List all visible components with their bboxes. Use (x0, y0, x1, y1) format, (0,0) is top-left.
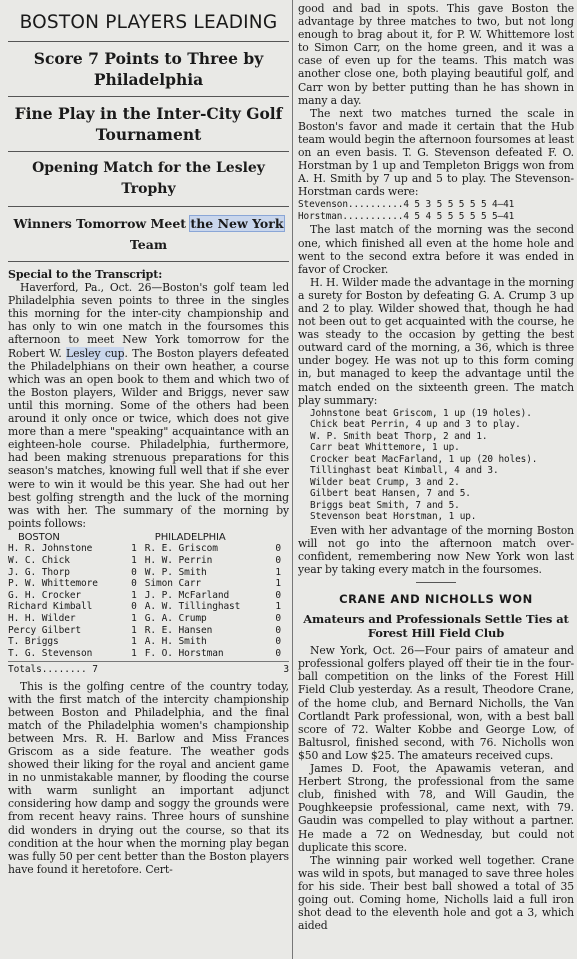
deck-winners-pre: Winners Tomorrow Meet (13, 216, 191, 231)
summary-row (8, 636, 289, 648)
summary-row (8, 625, 289, 637)
summary-boston-points: 1 (131, 624, 137, 636)
paragraph: good and bad in spots. This gave Boston the advantage by three matches to two, but not long enough to brag about it, for P. W. Whittemore lost to Simon Carr, on the home green, and it was a case of even up for the teams. This match was another close one, both playing beautiful golf, and Carr won by better putting than he has shown in many a day. (298, 2, 574, 107)
match-play-summary (310, 408, 574, 523)
summary-boston-points: 0 (131, 566, 137, 578)
lead-text-cont: . The Boston players defeated the Philadelphians on their own heather, a course which was an open book to them and which two of the Boston players, Wilder and Briggs, never saw until this morning. Some of the others had been around it only once or twice, which does not give more than a mere "speaking" acquaintance with an eighteen-hole course. Philadelphia, furthermore, had been making strenuous preparations for this season's matches, knowing full well that if she ever were to win it would be this year. She had out her best golfing strength and the luck of the morning was with her. The summary of the morning by points follows: (8, 346, 289, 530)
summary-philadelphia-points: 1 (275, 578, 281, 590)
summary-philadelphia-player: Simon Carr (144, 578, 201, 590)
summary-philadelphia-player: A. W. Tillinghast (144, 601, 241, 613)
kicker: Special to the Transcript: (8, 268, 163, 281)
left-column (8, 6, 289, 959)
paragraph: The winning pair worked well together. Crane was wild in spots, but managed to save three holes for his side. Their best ball showed a total of 35 going out. Coming home, Nicholls laid a full iron shot dead to the eleventh hole and got a 3, which aided (298, 853, 574, 933)
summary-philadelphia-player: A. H. Smith (144, 636, 207, 648)
match-result: Wilder beat Crump, 3 and 2. (310, 476, 460, 488)
story2-deck: Amateurs and Professionals Settle Ties at Forest Hill Field Club (303, 612, 569, 641)
match-result: Briggs beat Smith, 7 and 5. (310, 499, 460, 511)
match-result: Chick beat Perrin, 4 up and 3 to play. (310, 419, 521, 431)
deck-winners-post: Team (129, 237, 168, 252)
summary-row (8, 543, 289, 555)
card-horstman: Horstman...........4 5 4 5 5 5 5 5 5—41 (298, 210, 515, 222)
match-result: Johnstone beat Griscom, 1 up (19 holes). (310, 407, 532, 419)
summary-boston-player: Richard Kimball (8, 601, 93, 613)
match-result: Tillinghast beat Kimball, 4 and 3. (310, 465, 499, 477)
summary-philadelphia-points: 0 (275, 636, 281, 648)
summary-boston-player: G. H. Crocker (8, 589, 82, 601)
paragraph: James D. Foot, the Apawamis veteran, and Herbert Strong, the professional from the same club, finished with 78, and Will Gaudin, the Poughkeepsie professional, came next, with 79. Gaudin was compelled to play without a partner. He made a 72 on Wednesday, but could not duplicate this score. (298, 762, 574, 854)
paragraph: Even with her advantage of the morning Boston will not go into the afternoon match over-confident, remembering now New York won last year by taking every match in the foursomes. (298, 523, 574, 576)
deck-winners-tomorrow (10, 213, 287, 255)
philadelphia-header: PHILADELPHIA (154, 531, 226, 543)
summary-boston-points: 0 (131, 601, 137, 613)
summary-philadelphia-points: 0 (275, 647, 281, 659)
headline: BOSTON PLAYERS LEADING (19, 12, 278, 33)
summary-row (8, 555, 289, 567)
summary-philadelphia-points: 0 (275, 613, 281, 625)
points-summary-table (8, 532, 289, 660)
summary-boston-player: J. G. Thorp (8, 566, 70, 578)
summary-boston-points: 1 (131, 543, 137, 555)
match-result: Crocker beat MacFarland, 1 up (20 holes). (310, 453, 538, 465)
card-stevenson: Stevenson..........4 5 3 5 5 5 5 5 4—41 (298, 199, 515, 211)
summary-philadelphia-player: W. P. Smith (144, 566, 207, 578)
totals-row (8, 661, 289, 676)
summary-row (8, 590, 289, 602)
summary-boston-player: Percy Gilbert (8, 624, 82, 636)
divider (8, 41, 289, 42)
summary-boston-player: P. W. Whittemore (8, 578, 98, 590)
divider (8, 96, 289, 97)
summary-philadelphia-points: 1 (275, 601, 281, 613)
summary-boston-points: 1 (131, 613, 137, 625)
divider (8, 206, 289, 207)
divider (416, 582, 456, 583)
summary-philadelphia-points: 1 (275, 566, 281, 578)
article-body-left (8, 268, 289, 876)
match-result: Carr beat Whittemore, 1 up. (310, 442, 460, 454)
deck-opening-match: Opening Match for the Lesley Trophy (32, 160, 265, 197)
summary-row (8, 567, 289, 579)
summary-philadelphia-player: H. W. Perrin (144, 555, 213, 567)
summary-row (8, 648, 289, 660)
divider (8, 151, 289, 152)
summary-boston-points: 0 (131, 578, 137, 590)
divider (8, 261, 289, 262)
summary-philadelphia-points: 0 (275, 555, 281, 567)
summary-philadelphia-player: R. E. Hansen (144, 624, 213, 636)
paragraph: The next two matches turned the scale in Boston's favor and made it certain that the Hub team would begin the afternoon foursomes at least on an even basis. T. G. Stevenson defeated F. O. Horstman by 1 up and Templeton Briggs won from A. H. Smith by 7 up and 5 to play. The Stevenson-Horstman cards were: (298, 106, 574, 199)
match-result: Stevenson beat Horstman, 1 up. (310, 511, 477, 523)
highlighted-lesley-cup: Lesley cup (66, 346, 125, 360)
paragraph: The last match of the morning was the second one, which finished all even at the home hole and went to the second extra before it was ended in favor of Crocker. (298, 223, 574, 276)
summary-philadelphia-points: 0 (275, 589, 281, 601)
column-rule (292, 0, 293, 959)
summary-boston-player: T. Briggs (8, 636, 59, 648)
deck-score: Score 7 Points to Three by Philadelphia (33, 49, 264, 89)
summary-boston-points: 1 (131, 589, 137, 601)
match-result: Gilbert beat Hansen, 7 and 5. (310, 488, 471, 500)
highlighted-text: the New York (190, 216, 284, 231)
summary-boston-points: 1 (131, 636, 137, 648)
paragraph: H. H. Wilder made the advantage in the morning a surety for Boston by defeating G. A. Crump 3 up and 2 to play. Wilder showed that, though he had not been out to get acquainted with the course, he was steady to the occasion by getting the best outward card of the morning, a 36, which is three under bogey. He was not up to this form coming in, but managed to keep the advantage until the match ended on the sixteenth green. The match play summary: (298, 275, 574, 407)
deck-fine-play: Fine Play in the Inter-City Golf Tournament (14, 104, 283, 144)
paragraph: This is the golfing centre of the country today, with the first match of the intercity championship between Boston and Philadelphia, and the final match of the Philadelphia women's championship between Mrs. R. H. Barlow and Miss Frances Griscom as a side feature. The weather gods showed their liking for the royal and ancient game in no unmistakable manner, by flooding the course with warm sunlight an important adjunct considering how damp and soggy the grounds were from recent heavy rains. Three hours of sunshine did wonders in drying out the course, so that its condition at the hour when the morning play began was fully 50 per cent better than the Boston players have found it heretofore. Cert- (8, 679, 289, 876)
summary-boston-player: T. G. Stevenson (8, 647, 93, 659)
story2-headline: CRANE AND NICHOLLS WON (339, 592, 533, 607)
summary-header-row (8, 532, 289, 544)
summary-boston-player: W. C. Chick (8, 555, 70, 567)
summary-boston-points: 1 (131, 555, 137, 567)
boston-header: BOSTON (18, 531, 60, 543)
summary-philadelphia-points: 0 (275, 624, 281, 636)
summary-philadelphia-player: J. P. McFarland (144, 589, 230, 601)
summary-boston-points: 1 (131, 647, 137, 659)
totals-boston: Totals........ 7 (8, 664, 98, 676)
summary-row (8, 601, 289, 613)
summary-philadelphia-points: 0 (275, 543, 281, 555)
match-result: W. P. Smith beat Thorp, 2 and 1. (310, 430, 488, 442)
lead-paragraph (8, 281, 289, 530)
totals-label: Totals (8, 664, 42, 676)
summary-philadelphia-player: R. E. Griscom (144, 543, 218, 555)
scorecards (298, 199, 574, 222)
summary-boston-player: H. R. Johnstone (8, 543, 93, 555)
boston-total: 7 (92, 664, 98, 676)
lead-text: Haverford, Pa., Oct. 26—Boston's golf team led Philadelphia seven points to three in the singles this morning for the inter-city championship and has only to win one match in the foursomes this afternoon to meet New York tomorrow for the Robert W. (8, 281, 289, 360)
summary-row (8, 578, 289, 590)
summary-boston-player: H. H. Wilder (8, 613, 76, 625)
article-body-right (298, 2, 574, 932)
summary-row (8, 613, 289, 625)
summary-philadelphia-player: F. O. Horstman (144, 647, 224, 659)
summary-philadelphia-player: G. A. Crump (144, 613, 207, 625)
philadelphia-total: 3 (283, 664, 289, 676)
right-column (298, 2, 574, 959)
paragraph: New York, Oct. 26—Four pairs of amateur and professional golfers played off their tie in the four-ball competition on the links of the Forest Hill Field Club yesterday. As a result, Theodore Crane, of the home club, and Bernard Nicholls, the Van Cortlandt Park professional, won, with a best ball score of 72. Walter Kobbe and George Low, of Baltusrol, finished second, with 76. Nicholls won $50 and Low $25. The amateurs received cups. (298, 644, 574, 762)
